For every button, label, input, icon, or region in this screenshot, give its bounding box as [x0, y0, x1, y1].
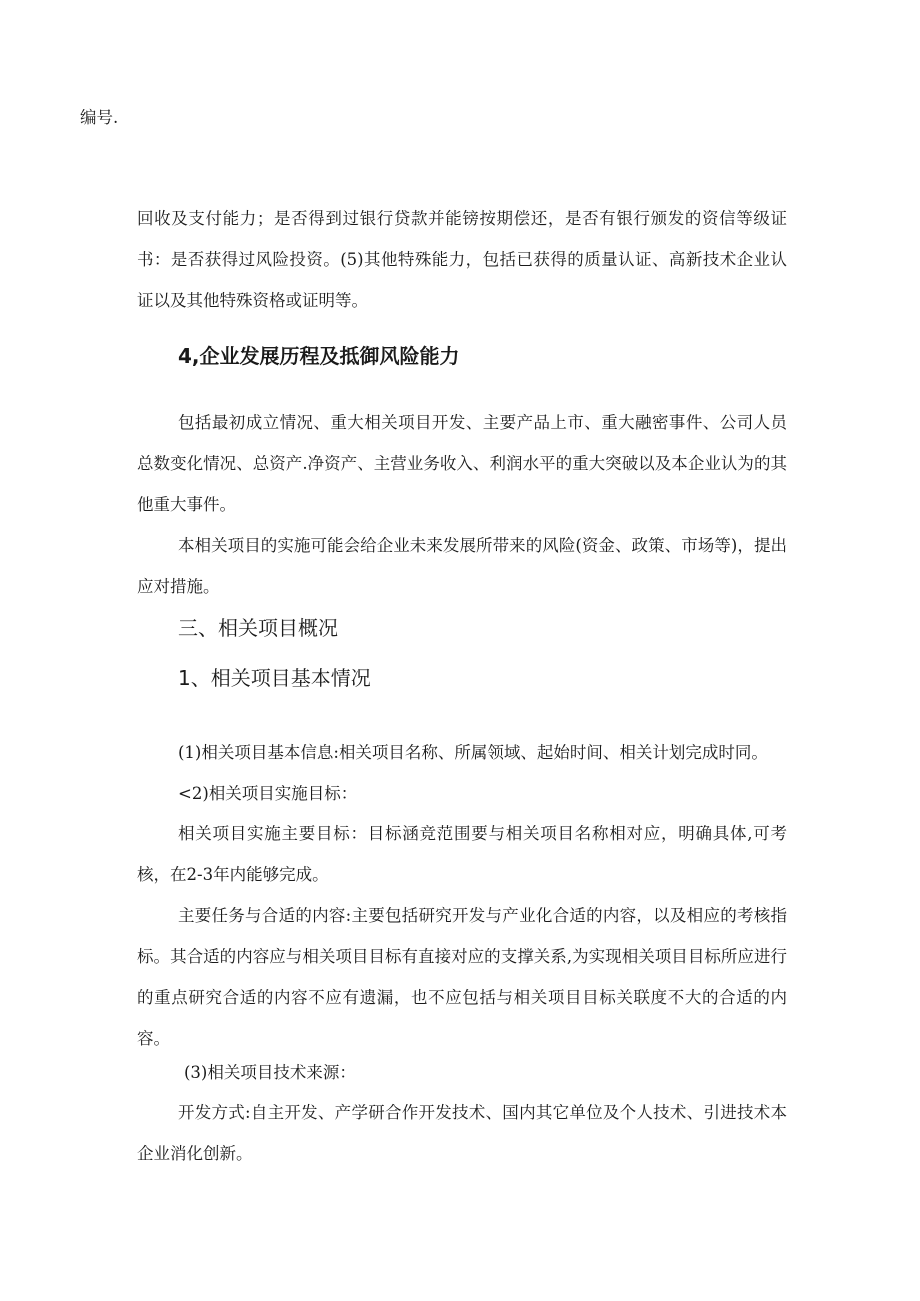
paragraph-risk: 本相关项目的实施可能会给企业未来发展所带来的风险(资金、政策、市场等)，提出应对措施。 — [137, 536, 787, 596]
heading-section-3: 三、相关项目概况 — [178, 616, 338, 640]
paragraph-capability: 回收及支付能力；是否得到过银行贷款并能镑按期偿还，是否有银行颁发的资信等级证书：是否获得过风险投资。(5)其他特殊能力，包括已获得的质量认证、高新技术企业认证以及其他特殊资格或证明等。 — [137, 209, 787, 310]
paragraph-tasks: 主要任务与合适的内容:主要包括研究开发与产业化合适的内容，以及相应的考核指标。其合适的内容应与相关项目目标有直接对应的支撑关系,为实现相关项目目标所应进行的重点研究合适的内容不应有遗漏，也不应包括与相关项目目标关联度不大的合适的内容。 — [137, 906, 787, 1048]
item-project-info: (1)相关项目基本信息:相关项目名称、所属领域、起始时间、相关计划完成时同。 — [178, 743, 768, 762]
paragraph-goal: 相关项目实施主要目标：目标涵竞范围要与相关项目名称相对应，明确具体,可考核，在2-3年内能够完成。 — [137, 824, 787, 884]
paragraph-history: 包括最初成立情况、重大相关项目开发、主要产品上市、重大融密事件、公司人员总数变化情况、总资产.净资产、主营业务收入、利润水平的重大突破以及本企业认为的其他重大事件。 — [137, 413, 787, 514]
item-project-goals: <2)相关项目实施目标： — [178, 784, 358, 803]
heading-project-basics: 1、相关项目基本情况 — [178, 666, 371, 690]
heading-development-history: 4,企业发展历程及抵御风险能力 — [178, 344, 460, 368]
document-number-label: 编号. — [80, 108, 119, 127]
item-tech-source: (3)相关项目技术来源： — [184, 1063, 356, 1082]
paragraph-dev-method: 开发方式:自主开发、产学研合作开发技术、国内其它单位及个人技术、引进技术本企业消化创新。 — [137, 1103, 787, 1163]
